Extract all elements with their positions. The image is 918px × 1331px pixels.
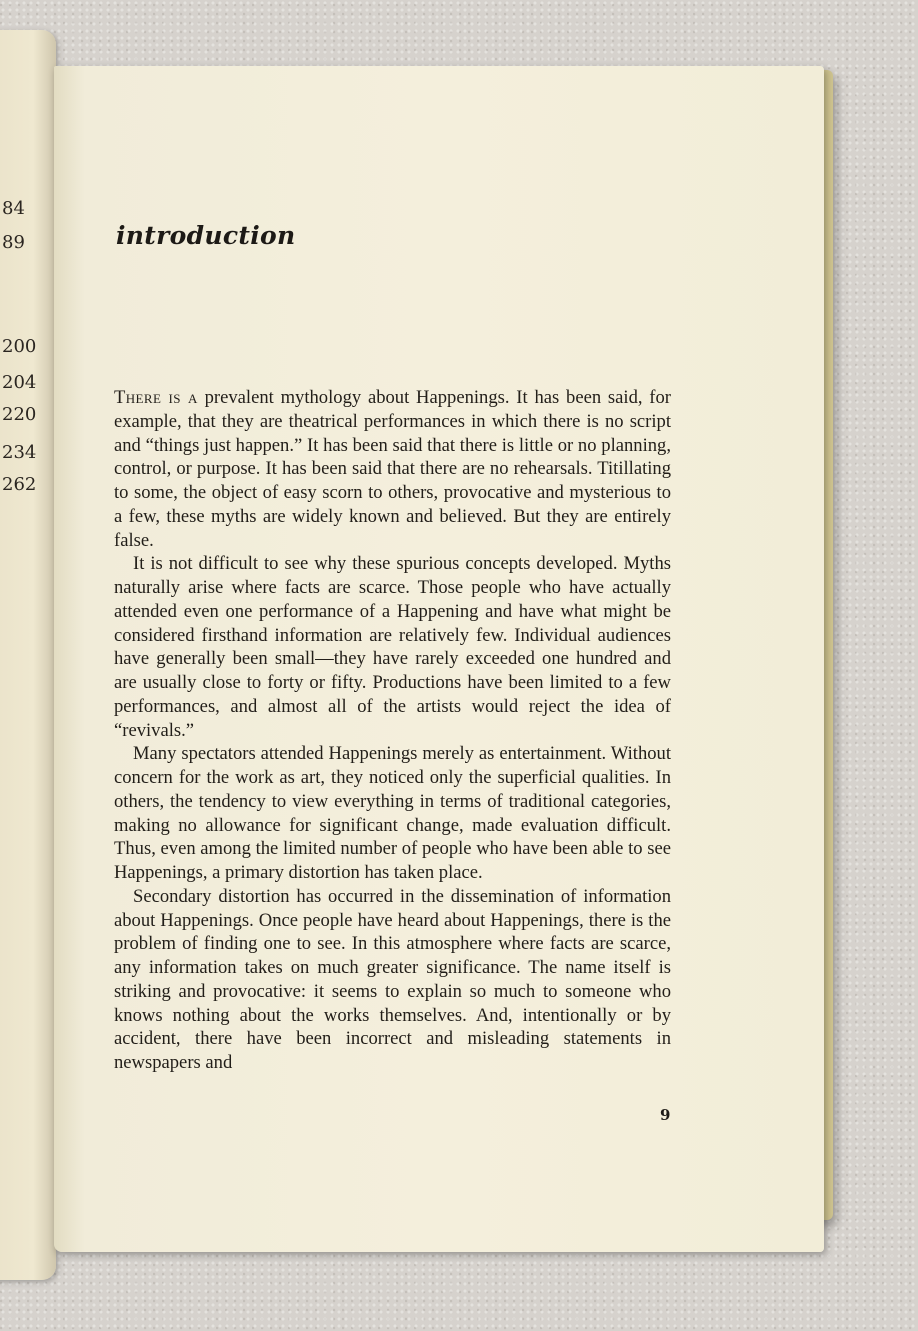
toc-page-number: 89	[2, 232, 25, 253]
toc-page-number: 204	[2, 372, 37, 393]
body-text	[114, 386, 671, 1075]
toc-page-number: 220	[2, 404, 37, 425]
paragraph-lead-smallcaps: There is a	[114, 387, 198, 408]
page-number: 9	[660, 1106, 671, 1124]
paragraph: Many spectators attended Happenings merely as entertainment. Without concern for the work as art, they noticed only the superficial qualities. In others, the tendency to view everything in terms of traditional categories, making no allowance for significant change, made evaluation difficult. Thus, even among the limited number of people who have been able to see Happenings, a primary distortion has taken place.	[114, 743, 671, 883]
paragraph-text: prevalent mythology about Happenings. It has been said, for example, that they are theatrical performances in which there is no script and “things just happen.” It has been said that there is little or no planning, control, or purpose. It has been said that there are no rehearsals. Titillating to some, the object of easy scorn to others, provocative and mysterious to a few, these myths are widely known and believed. But they are entirely false.	[114, 387, 671, 551]
toc-page-number: 200	[2, 336, 37, 357]
toc-page-number: 234	[2, 442, 37, 463]
toc-page-number: 84	[2, 198, 25, 219]
toc-page-number: 262	[2, 474, 37, 495]
facing-left-page	[0, 30, 56, 1280]
chapter-heading: introduction	[116, 220, 296, 250]
paragraph	[114, 386, 671, 552]
paragraph: Secondary distortion has occurred in the dissemination of information about Happenings. Once people have heard about Happenings, there is the problem of finding one to see. In this atmosphere where facts are scarce, any information takes on much greater significance. The name itself is striking and provocative: it seems to explain so much to someone who knows nothing about the works themselves. And, intentionally or by accident, there have been incorrect and misleading statements in newspapers and	[114, 885, 671, 1073]
book-page	[54, 66, 824, 1252]
paragraph: It is not difficult to see why these spurious concepts developed. Myths naturally arise where facts are scarce. Those people who have actually attended even one performance of a Happening and have what might be considered firsthand information are relatively few. Individual audiences have generally been small—they have rarely exceeded one hundred and are usually close to forty or fifty. Productions have been limited to a few performances, and almost all of the artists would reject the idea of “revivals.”	[114, 553, 671, 741]
